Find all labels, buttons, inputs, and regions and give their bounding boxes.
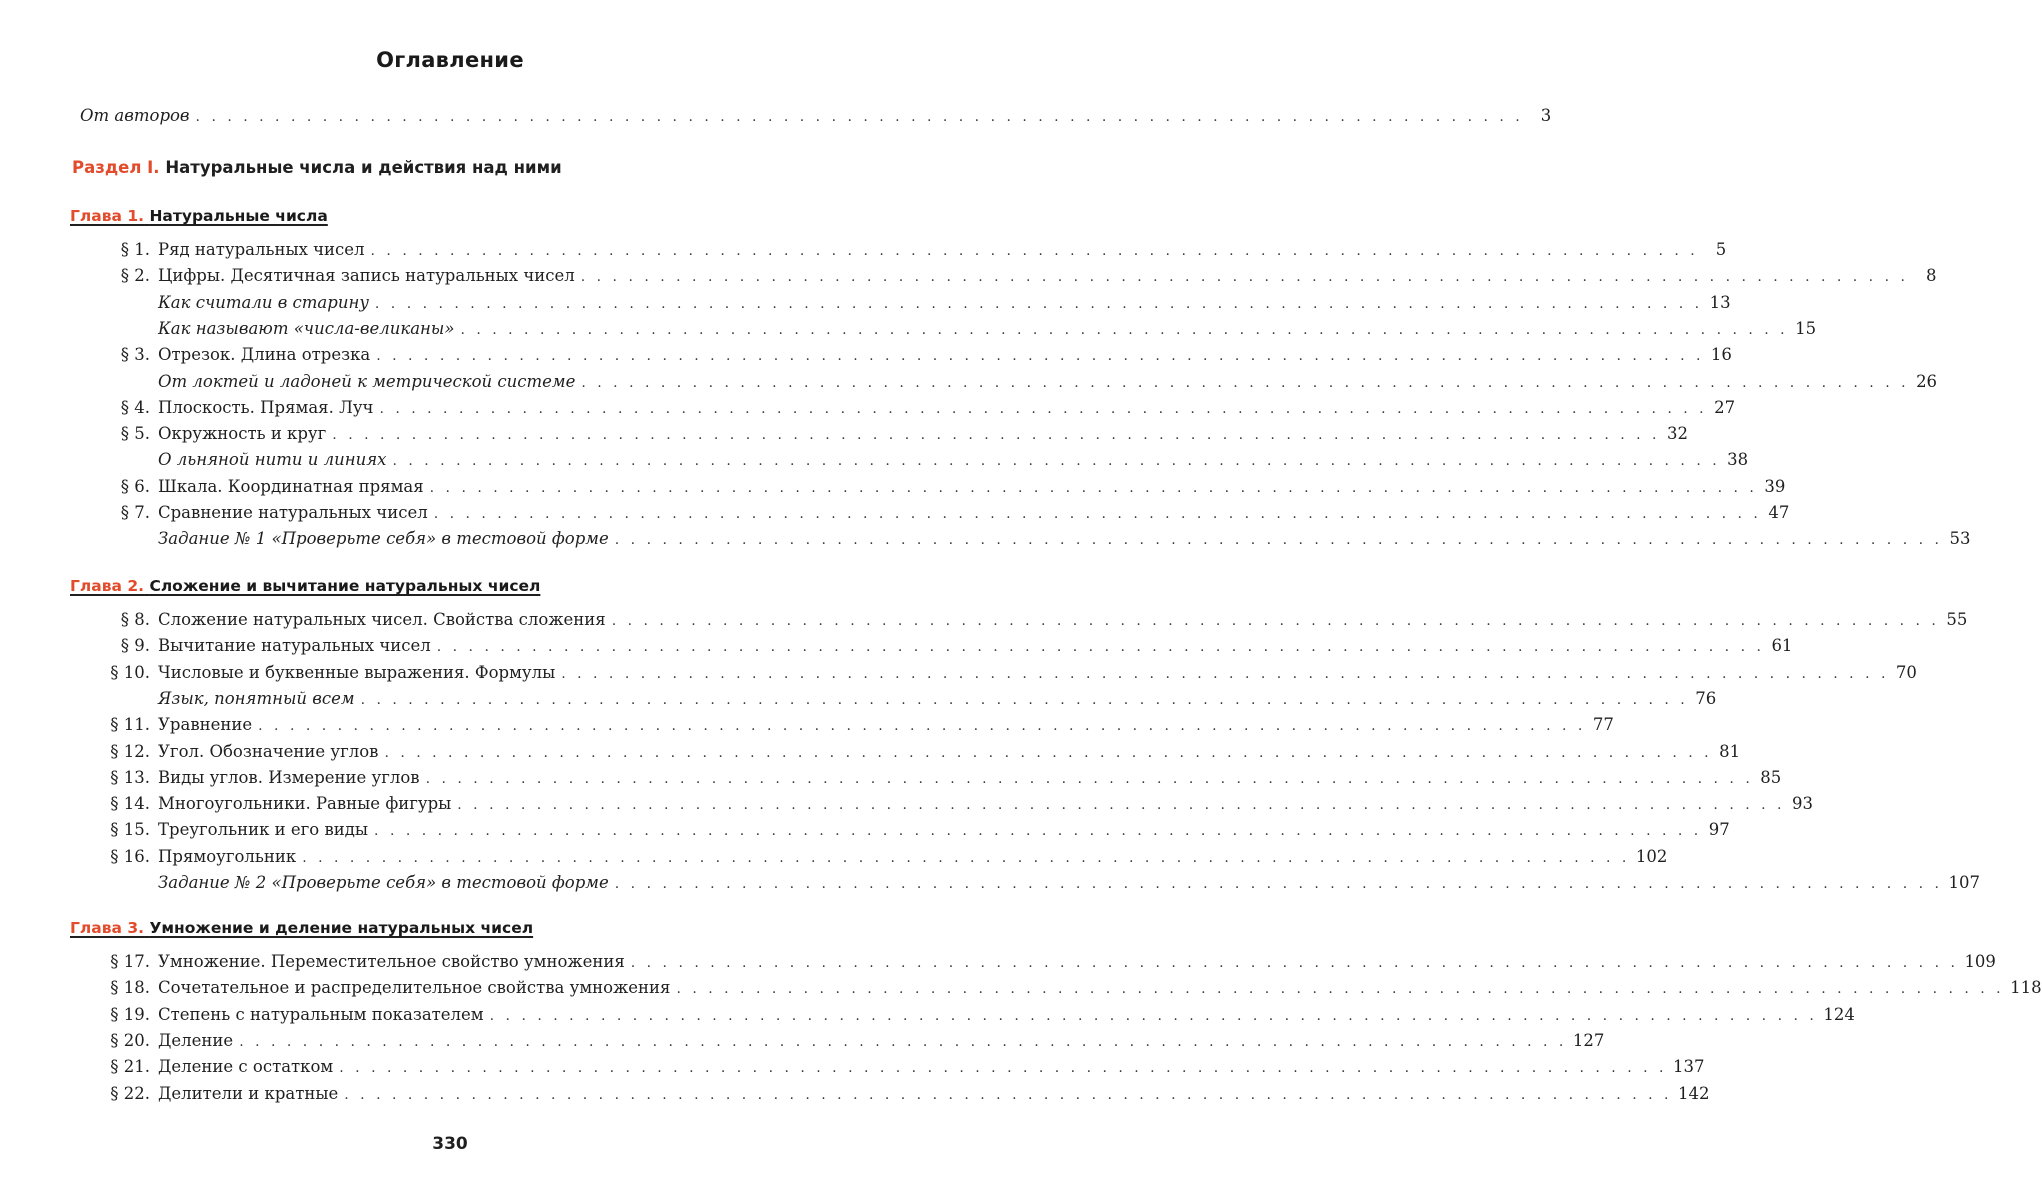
dot-leader: . . . . . . . . . . . . . . . . . . . . . . . . . . . . . . . . . . . . . . . . . . . . . . . . . . . . . . . . . . . . . . . . . . . . . . . . . . . . . . . . . . . . bbox=[561, 665, 1889, 682]
entry-page: 93 bbox=[1791, 794, 1813, 814]
toc-entry[interactable] bbox=[70, 290, 1731, 316]
toc-entry[interactable] bbox=[70, 526, 1971, 552]
toc-entry[interactable] bbox=[70, 633, 1793, 659]
entry-number: § 14. bbox=[110, 794, 150, 814]
section-heading bbox=[72, 158, 562, 177]
entry-number: § 19. bbox=[110, 1004, 150, 1024]
entry-page: 8 bbox=[1925, 266, 1937, 286]
entry-title: Треугольник и его виды bbox=[158, 820, 369, 840]
dot-leader: . . . . . . . . . . . . . . . . . . . . . . . . . . . . . . . . . . . . . . . . . . . . . . . . . . . . . . . . . . . . . . . . . . . . . . . . . . . . . . . . . . . . bbox=[374, 823, 1702, 840]
dot-leader: . . . . . . . . . . . . . . . . . . . . . . . . . . . . . . . . . . . . . . . . . . . . . . . . . . . . . . . . . . . . . . . . . . . . . . . . . . . . . . . . . . . . bbox=[258, 718, 1586, 735]
entry-title: Как считали в старину bbox=[158, 292, 369, 312]
entry-page: 109 bbox=[1964, 952, 1996, 971]
entry-page: 3 bbox=[1540, 106, 1552, 125]
dot-leader: . . . . . . . . . . . . . . . . . . . . . . . . . . . . . . . . . . . . . . . . . . . . . . . . . . . . . . . . . . . . . . . . . . . . . . . . . . . . . . . . . . . . bbox=[630, 955, 1959, 971]
dot-leader: . . . . . . . . . . . . . . . . . . . . . . . . . . . . . . . . . . . . . . . . . . . . . . . . . . . . . . . . . . . . . . . . . . . . . . . . . . . . . . . . . . . . bbox=[457, 797, 1785, 814]
entry-number: § 6. bbox=[120, 476, 150, 496]
chapter-label: Глава 1. bbox=[70, 207, 145, 225]
entry-number: § 8. bbox=[120, 610, 150, 629]
entry-title: Задание № 1 «Проверьте себя» в тестовой форме bbox=[158, 529, 609, 549]
toc-entry[interactable] bbox=[70, 395, 1736, 421]
entry-number: § 10. bbox=[110, 662, 150, 682]
toc-entry[interactable] bbox=[70, 263, 1937, 289]
chapter-heading-2[interactable] bbox=[70, 577, 540, 595]
dot-leader: . . . . . . . . . . . . . . . . . . . . . . . . . . . . . . . . . . . . . . . . . . . . . . . . . . . . . . . . . . . . . . . . . . . . . . . . . . . . . . . . . . . . bbox=[581, 374, 1910, 391]
entry-title: Плоскость. Прямая. Луч bbox=[158, 397, 374, 417]
entry-title: Числовые и буквенные выражения. Формулы bbox=[158, 662, 556, 682]
entry-number: § 15. bbox=[110, 820, 150, 840]
toc-entry[interactable] bbox=[70, 817, 1730, 843]
dot-leader: . . . . . . . . . . . . . . . . . . . . . . . . . . . . . . . . . . . . . . . . . . . . . . . . . . . . . . . . . . . . . . . . . . . . . . . . . . . . . . . . . . . . bbox=[376, 348, 1704, 365]
entry-number: § 11. bbox=[110, 715, 150, 735]
page-number: 330 bbox=[432, 1134, 468, 1154]
dot-leader: . . . . . . . . . . . . . . . . . . . . . . . . . . . . . . . . . . . . . . . . . . . . . . . . . . . . . . . . . . . . . . . . . . . . . . . . . . . . . . . . . . . . bbox=[384, 744, 1713, 761]
entry-page: 142 bbox=[1677, 1083, 1710, 1103]
toc-entry[interactable] bbox=[70, 949, 1996, 975]
chapter-label: Глава 2. bbox=[70, 577, 145, 595]
entry-number: § 9. bbox=[120, 636, 150, 656]
toc-entry-intro[interactable] bbox=[0, 103, 1552, 129]
entry-title: Многоугольники. Равные фигуры bbox=[158, 794, 452, 814]
toc-entry[interactable] bbox=[70, 342, 1732, 368]
toc-entry[interactable] bbox=[70, 975, 2042, 1001]
toc-entry[interactable] bbox=[70, 474, 1786, 500]
entry-title: Окружность и круг bbox=[158, 424, 327, 444]
entry-page: 15 bbox=[1795, 318, 1817, 338]
toc-entry[interactable] bbox=[70, 686, 1717, 712]
entry-number: § 12. bbox=[110, 741, 150, 761]
chapter-label: Глава 3. bbox=[70, 919, 145, 937]
toc-entry[interactable] bbox=[70, 1028, 1605, 1054]
toc-entry[interactable] bbox=[70, 316, 1817, 342]
dot-leader: . . . . . . . . . . . . . . . . . . . . . . . . . . . . . . . . . . . . . . . . . . . . . . . . . . . . . . . . . . . . . . . . . . . . . . . . . . . . . . . . . . . . bbox=[360, 691, 1689, 708]
entry-page: 77 bbox=[1592, 715, 1614, 735]
entry-page: 5 bbox=[1715, 240, 1727, 259]
dot-leader: . . . . . . . . . . . . . . . . . . . . . . . . . . . . . . . . . . . . . . . . . . . . . . . . . . . . . . . . . . . . . . . . . . . . . . . . . . . . . . . . . . . . bbox=[195, 109, 1524, 125]
entry-title: О льняной нити и линиях bbox=[158, 450, 387, 470]
dot-leader: . . . . . . . . . . . . . . . . . . . . . . . . . . . . . . . . . . . . . . . . . . . . . . . . . . . . . . . . . . . . . . . . . . . . . . . . . . . . . . . . . . . . bbox=[676, 981, 2005, 998]
chapter-heading-3[interactable] bbox=[70, 919, 533, 937]
entry-page: 32 bbox=[1666, 424, 1688, 444]
dot-leader: . . . . . . . . . . . . . . . . . . . . . . . . . . . . . . . . . . . . . . . . . . . . . . . . . . . . . . . . . . . . . . . . . . . . . . . . . . . . . . . . . . . . bbox=[614, 876, 1943, 892]
dot-leader: . . . . . . . . . . . . . . . . . . . . . . . . . . . . . . . . . . . . . . . . . . . . . . . . . . . . . . . . . . . . . . . . . . . . . . . . . . . . . . . . . . . . bbox=[614, 532, 1943, 549]
toc-entry[interactable] bbox=[70, 739, 1741, 765]
chapter-title: Натуральные числа bbox=[149, 207, 328, 225]
entry-page: 47 bbox=[1768, 503, 1790, 522]
entry-page: 61 bbox=[1771, 636, 1793, 656]
toc-entry[interactable] bbox=[70, 447, 1749, 473]
entry-number: § 2. bbox=[120, 266, 150, 286]
entry-title: Умножение. Переместительное свойство умножения bbox=[158, 952, 625, 971]
entry-page: 107 bbox=[1948, 873, 1980, 892]
toc-entry[interactable] bbox=[70, 765, 1782, 791]
toc-entry[interactable] bbox=[70, 237, 1727, 263]
dot-leader: . . . . . . . . . . . . . . . . . . . . . . . . . . . . . . . . . . . . . . . . . . . . . . . . . . . . . . . . . . . . . . . . . . . . . . . . . . . . . . . . . . . . bbox=[436, 639, 1765, 656]
toc-entry[interactable] bbox=[70, 844, 1668, 870]
entry-page: 38 bbox=[1727, 450, 1749, 470]
entry-page: 26 bbox=[1916, 371, 1938, 391]
entry-number: § 21. bbox=[110, 1057, 150, 1077]
entry-title: Виды углов. Измерение углов bbox=[158, 767, 420, 787]
dot-leader: . . . . . . . . . . . . . . . . . . . . . . . . . . . . . . . . . . . . . . . . . . . . . . . . . . . . . . . . . . . . . . . . . . . . . . . . . . . . . . . . . . . . bbox=[302, 849, 1630, 866]
entry-title: От локтей и ладоней к метрической системе bbox=[158, 371, 576, 391]
toc-entry[interactable] bbox=[70, 660, 1917, 686]
entry-title: Отрезок. Длина отрезка bbox=[158, 345, 371, 365]
entry-title: Как называют «числа-великаны» bbox=[158, 318, 455, 338]
chapter-title: Умножение и деление натуральных чисел bbox=[149, 919, 534, 937]
dot-leader: . . . . . . . . . . . . . . . . . . . . . . . . . . . . . . . . . . . . . . . . . . . . . . . . . . . . . . . . . . . . . . . . . . . . . . . . . . . . . . . . . . . . bbox=[425, 770, 1754, 787]
entry-title: Сочетательное и распределительное свойства умножения bbox=[158, 978, 671, 998]
dot-leader: . . . . . . . . . . . . . . . . . . . . . . . . . . . . . . . . . . . . . . . . . . . . . . . . . . . . . . . . . . . . . . . . . . . . . . . . . . . . . . . . . . . . bbox=[429, 479, 1758, 496]
entry-number: § 3. bbox=[120, 345, 150, 365]
entry-number: § 7. bbox=[120, 503, 150, 522]
entry-page: 13 bbox=[1709, 292, 1731, 312]
entry-page: 127 bbox=[1572, 1030, 1605, 1050]
toc-entry[interactable] bbox=[70, 607, 1968, 633]
entry-page: 97 bbox=[1708, 820, 1730, 840]
dot-leader: . . . . . . . . . . . . . . . . . . . . . . . . . . . . . . . . . . . . . . . . . . . . . . . . . . . . . . . . . . . . . . . . . . . . . . . . . . . . . . . . . . . . bbox=[392, 453, 1721, 470]
toc-entry[interactable] bbox=[70, 870, 1980, 896]
entry-number: § 4. bbox=[120, 397, 150, 417]
entry-page: 124 bbox=[1823, 1004, 1855, 1024]
entry-title: Сложение натуральных чисел. Свойства сложения bbox=[158, 610, 606, 629]
entry-page: 76 bbox=[1695, 688, 1717, 708]
dot-leader: . . . . . . . . . . . . . . . . . . . . . . . . . . . . . . . . . . . . . . . . . . . . . . . . . . . . . . . . . . . . . . . . . . . . . . . . . . . . . . . . . . . . bbox=[611, 613, 1940, 629]
toc-entry[interactable] bbox=[70, 421, 1688, 447]
entry-page: 55 bbox=[1946, 610, 1968, 629]
entry-title: Прямоугольник bbox=[158, 846, 297, 866]
toc-entry[interactable] bbox=[70, 1002, 1855, 1028]
entry-title: От авторов bbox=[80, 106, 190, 125]
dot-leader: . . . . . . . . . . . . . . . . . . . . . . . . . . . . . . . . . . . . . . . . . . . . . . . . . . . . . . . . . . . . . . . . . . . . . . . . . . . . . . . . . . . . bbox=[239, 1033, 1567, 1050]
section-title: Натуральные числа и действия над ними bbox=[165, 158, 562, 177]
dot-leader: . . . . . . . . . . . . . . . . . . . . . . . . . . . . . . . . . . . . . . . . . . . . . . . . . . . . . . . . . . . . . . . . . . . . . . . . . . . . . . . . . . . . bbox=[379, 400, 1708, 417]
entry-number: § 17. bbox=[110, 952, 150, 971]
dot-leader: . . . . . . . . . . . . . . . . . . . . . . . . . . . . . . . . . . . . . . . . . . . . . . . . . . . . . . . . . . . . . . . . . . . . . . . . . . . . . . . . . . . . bbox=[344, 1086, 1672, 1103]
entry-number: § 5. bbox=[120, 424, 150, 444]
entry-title: Ряд натуральных чисел bbox=[158, 240, 365, 259]
entry-number: § 13. bbox=[110, 767, 150, 787]
entry-title: Угол. Обозначение углов bbox=[158, 741, 379, 761]
entry-title: Сравнение натуральных чисел bbox=[158, 503, 428, 522]
entry-title: Шкала. Координатная прямая bbox=[158, 476, 424, 496]
entry-number: § 20. bbox=[110, 1030, 150, 1050]
entry-title: Задание № 2 «Проверьте себя» в тестовой форме bbox=[158, 873, 609, 892]
toc-entry[interactable] bbox=[70, 1081, 1710, 1107]
entry-page: 85 bbox=[1760, 767, 1782, 787]
section-label: Раздел I. bbox=[72, 158, 160, 177]
toc-entry[interactable] bbox=[70, 712, 1614, 738]
entry-page: 16 bbox=[1710, 345, 1732, 365]
dot-leader: . . . . . . . . . . . . . . . . . . . . . . . . . . . . . . . . . . . . . . . . . . . . . . . . . . . . . . . . . . . . . . . . . . . . . . . . . . . . . . . . . . . . bbox=[489, 1007, 1818, 1024]
chapter-heading-1[interactable] bbox=[70, 207, 328, 225]
entry-title: Степень с натуральным показателем bbox=[158, 1004, 484, 1024]
entry-number: § 1. bbox=[120, 240, 150, 259]
entry-title: Язык, понятный всем bbox=[158, 688, 355, 708]
toc-entry[interactable] bbox=[70, 369, 1938, 395]
entry-page: 118 bbox=[2010, 978, 2042, 998]
dot-leader: . . . . . . . . . . . . . . . . . . . . . . . . . . . . . . . . . . . . . . . . . . . . . . . . . . . . . . . . . . . . . . . . . . . . . . . . . . . . . . . . . . . . bbox=[460, 321, 1789, 338]
entry-number: § 18. bbox=[110, 978, 150, 998]
entry-title: Деление bbox=[158, 1030, 234, 1050]
entry-page: 53 bbox=[1949, 529, 1971, 549]
entry-page: 81 bbox=[1719, 741, 1741, 761]
entry-title: Уравнение bbox=[158, 715, 253, 735]
entry-number: § 22. bbox=[110, 1083, 150, 1103]
dot-leader: . . . . . . . . . . . . . . . . . . . . . . . . . . . . . . . . . . . . . . . . . . . . . . . . . . . . . . . . . . . . . . . . . . . . . . . . . . . . . . . . . . . . bbox=[332, 427, 1660, 444]
toc-entry[interactable] bbox=[70, 791, 1813, 817]
dot-leader: . . . . . . . . . . . . . . . . . . . . . . . . . . . . . . . . . . . . . . . . . . . . . . . . . . . . . . . . . . . . . . . . . . . . . . . . . . . . . . . . . . . . bbox=[374, 295, 1703, 312]
entry-title: Деление с остатком bbox=[158, 1057, 334, 1077]
toc-entry[interactable] bbox=[70, 500, 1790, 526]
entry-title: Вычитание натуральных чисел bbox=[158, 636, 431, 656]
toc-entry[interactable] bbox=[70, 1054, 1705, 1080]
dot-leader: . . . . . . . . . . . . . . . . . . . . . . . . . . . . . . . . . . . . . . . . . . . . . . . . . . . . . . . . . . . . . . . . . . . . . . . . . . . . . . . . . . . . bbox=[580, 269, 1909, 286]
entry-page: 27 bbox=[1714, 397, 1736, 417]
dot-leader: . . . . . . . . . . . . . . . . . . . . . . . . . . . . . . . . . . . . . . . . . . . . . . . . . . . . . . . . . . . . . . . . . . . . . . . . . . . . . . . . . . . . bbox=[433, 506, 1762, 522]
page-title: Оглавление bbox=[376, 48, 524, 72]
entry-title: Делители и кратные bbox=[158, 1083, 339, 1103]
chapter-title: Сложение и вычитание натуральных чисел bbox=[149, 577, 541, 595]
entry-page: 102 bbox=[1635, 846, 1668, 866]
entry-page: 137 bbox=[1672, 1057, 1705, 1077]
dot-leader: . . . . . . . . . . . . . . . . . . . . . . . . . . . . . . . . . . . . . . . . . . . . . . . . . . . . . . . . . . . . . . . . . . . . . . . . . . . . . . . . . . . . bbox=[339, 1060, 1667, 1077]
dot-leader: . . . . . . . . . . . . . . . . . . . . . . . . . . . . . . . . . . . . . . . . . . . . . . . . . . . . . . . . . . . . . . . . . . . . . . . . . . . . . . . . . . . . bbox=[370, 243, 1699, 259]
entry-title: Цифры. Десятичная запись натуральных чисел bbox=[158, 266, 575, 286]
entry-page: 70 bbox=[1895, 662, 1917, 682]
entry-page: 39 bbox=[1764, 476, 1786, 496]
entry-number: § 16. bbox=[110, 846, 150, 866]
